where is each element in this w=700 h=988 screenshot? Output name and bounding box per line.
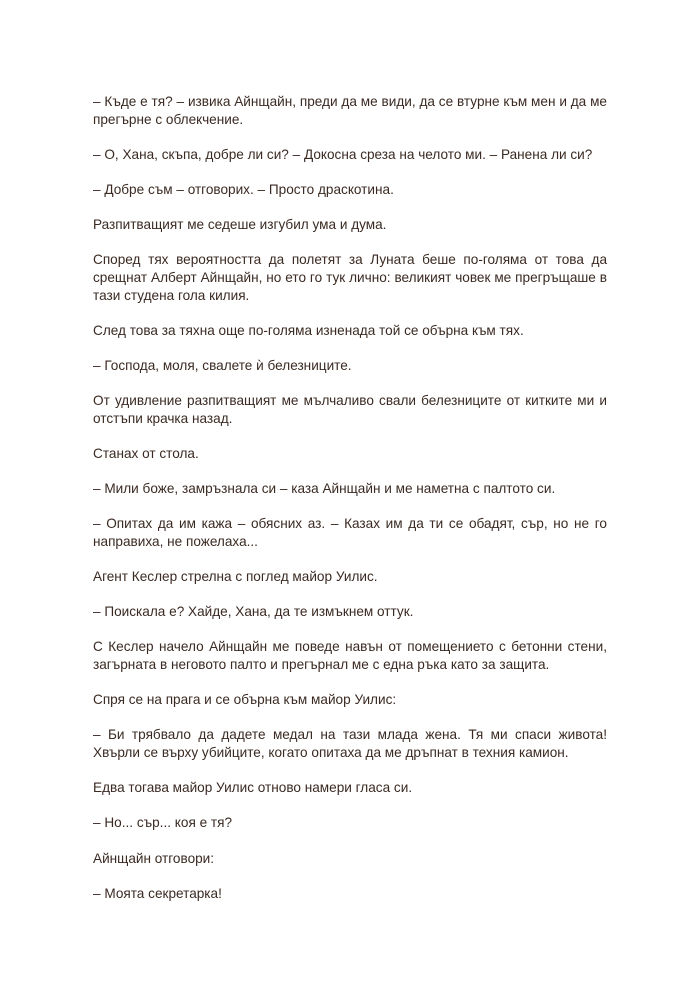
paragraph: Станах от стола. — [93, 445, 199, 461]
paragraph: Агент Кеслер стрелна с поглед майор Уилис. — [93, 569, 378, 585]
paragraph: – Поискала е? Хайде, Хана, да те измъкнем оттук. — [93, 604, 414, 620]
paragraph: – Но... сър... коя е тя? — [93, 815, 233, 831]
paragraph: – Моята секретарка! — [93, 885, 222, 901]
paragraph: Според тях вероятността да полетят за Луната беше по-голяма от това да срещнат Алберт Айнщайн, но ето го тук лично: великият човек ме прегръщаше в тази студена гола килия. — [93, 252, 607, 303]
paragraph: – Би трябвало да дадете медал на тази млада жена. Тя ми спаси живота! Хвърли се върху убийците, когато опитаха да ме дръпнат в техния камион. — [93, 727, 607, 760]
document-page — [93, 93, 607, 902]
paragraph: – Опитах да им кажа – обясних аз. – Казах им да ти се обадят, сър, но не го направиха, не пожелаха... — [93, 516, 607, 549]
paragraph: Разпитващият ме седеше изгубил ума и дума. — [93, 217, 387, 233]
paragraph: С Кеслер начело Айнщайн ме поведе навън от помещението с бетонни стени, загърната в неговото палто и прегърнал ме с една ръка като за защита. — [93, 639, 607, 672]
paragraph: – О, Хана, скъпа, добре ли си? – Докосна среза на челото ми. – Ранена ли си? — [93, 146, 593, 162]
paragraph: Едва тогава майор Уилис отново намери гласа си. — [93, 780, 413, 796]
paragraph: Айнщайн отговори: — [93, 850, 215, 866]
paragraph: От удивление разпитващият ме мълчаливо свали белезниците от китките ми и отстъпи крачка назад. — [93, 393, 607, 426]
paragraph: – Добре съм – отговорих. – Просто драскотина. — [93, 181, 394, 197]
paragraph: – Къде е тя? – извика Айнщайн, преди да ме види, да се втурне към мен и да ме прегърне с облекчение. — [93, 94, 607, 127]
paragraph: – Господа, моля, свалете ѝ белезниците. — [93, 357, 352, 373]
paragraph: След това за тяхна още по-голяма изненада той се обърна към тях. — [93, 322, 524, 338]
paragraph: Спря се на прага и се обърна към майор Уилис: — [93, 692, 397, 708]
paragraph: – Мили боже, замръзнала си – каза Айнщайн и ме наметна с палтото си. — [93, 481, 556, 497]
